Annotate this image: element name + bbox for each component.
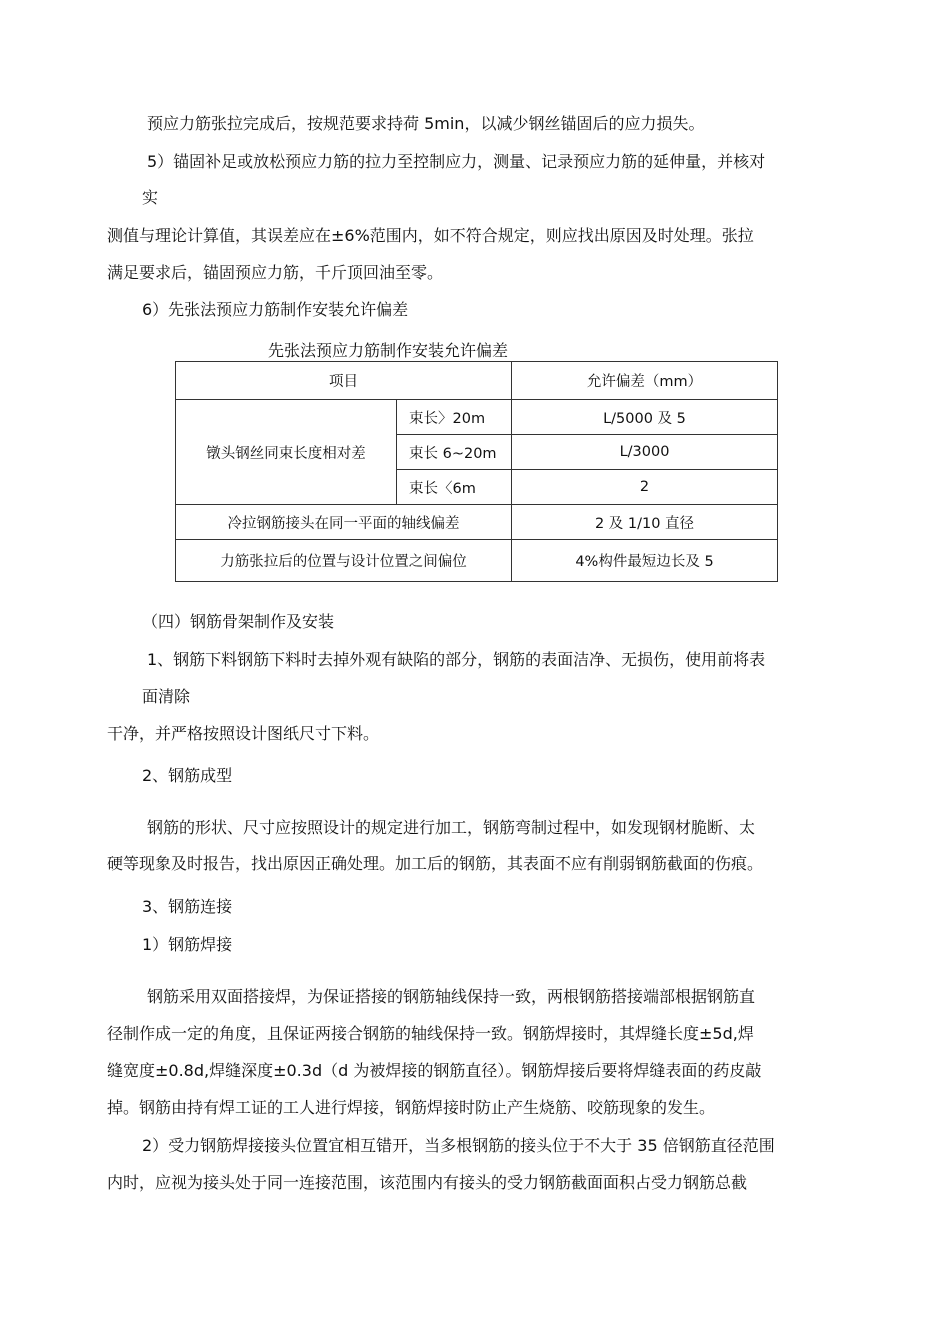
paragraph-line: 实 (142, 188, 159, 207)
paragraph-line: 2）受力钢筋焊接接头位置宜相互错开，当多根钢筋的接头位于不大于 35 倍钢筋直径范围 (142, 1136, 775, 1155)
header-item: 项目 (176, 362, 512, 400)
tolerance-value: L/5000 及 5 (512, 400, 778, 435)
paragraph-line: 硬等现象及时报告，找出原因正确处理。加工后的钢筋，其表面不应有削弱钢筋截面的伤痕。 (107, 854, 764, 873)
paragraph-line: 缝宽度±0.8d,焊缝深度±0.3d（d 为被焊接的钢筋直径）。钢筋焊接后要将焊缝表面的药皮敲 (107, 1061, 762, 1080)
paragraph-line: 钢筋的形状、尺寸应按照设计的规定进行加工，钢筋弯制过程中，如发现钢材脆断、太 (147, 818, 756, 837)
paragraph-line: 面清除 (142, 687, 191, 706)
table-caption: 先张法预应力筋制作安装允许偏差 (268, 341, 509, 360)
table-row (176, 505, 778, 540)
sub-item: 束长〉20m (397, 400, 512, 435)
paragraph-line: 1、钢筋下料钢筋下料时去掉外观有缺陷的部分，钢筋的表面洁净、无损伤，使用前将表 (147, 650, 766, 669)
paragraph-line: 满足要求后，锚固预应力筋，千斤顶回油至零。 (107, 263, 444, 282)
paragraph-line: 干净，并严格按照设计图纸尺寸下料。 (107, 724, 380, 743)
sub-item: 束长 6~20m (397, 435, 512, 470)
paragraph-line: 钢筋采用双面搭接焊，为保证搭接的钢筋轴线保持一致，两根钢筋搭接端部根据钢筋直 (147, 987, 756, 1006)
paragraph-line: 3、钢筋连接 (142, 897, 233, 916)
tolerance-value: 4%构件最短边长及 5 (512, 540, 778, 582)
paragraph-line: 6）先张法预应力筋制作安装允许偏差 (142, 300, 409, 319)
section-heading: （四）钢筋骨架制作及安装 (142, 612, 335, 631)
paragraph-line: 1）钢筋焊接 (142, 935, 233, 954)
tolerance-table (175, 361, 778, 582)
tolerance-value: 2 及 1/10 直径 (512, 505, 778, 540)
paragraph-line: 5）锚固补足或放松预应力筋的拉力至控制应力，测量、记录预应力筋的延伸量，并核对 (147, 152, 766, 171)
paragraph-line: 内时，应视为接头处于同一连接范围，该范围内有接头的受力钢筋截面面积占受力钢筋总截 (107, 1173, 748, 1192)
paragraph-line: 测值与理论计算值，其误差应在±6%范围内，如不符合规定，则应找出原因及时处理。张拉 (107, 226, 754, 245)
paragraph-line: 2、钢筋成型 (142, 766, 233, 785)
header-tolerance: 允许偏差（mm） (512, 362, 778, 400)
group-label: 镦头钢丝同束长度相对差 (176, 400, 397, 505)
table-row (176, 540, 778, 582)
tolerance-value: 2 (512, 470, 778, 505)
table-header-row (176, 362, 778, 400)
paragraph-line: 掉。钢筋由持有焊工证的工人进行焊接，钢筋焊接时防止产生烧筋、咬筋现象的发生。 (107, 1098, 716, 1117)
table-row (176, 400, 778, 435)
paragraph-line: 预应力筋张拉完成后，按规范要求持荷 5min，以减少钢丝锚固后的应力损失。 (147, 114, 705, 133)
sub-item: 束长〈6m (397, 470, 512, 505)
row-item: 力筋张拉后的位置与设计位置之间偏位 (176, 540, 512, 582)
tolerance-value: L/3000 (512, 435, 778, 470)
paragraph-line: 径制作成一定的角度，且保证两接合钢筋的轴线保持一致。钢筋焊接时，其焊缝长度±5d,焊 (107, 1024, 754, 1043)
row-item: 冷拉钢筋接头在同一平面的轴线偏差 (176, 505, 512, 540)
